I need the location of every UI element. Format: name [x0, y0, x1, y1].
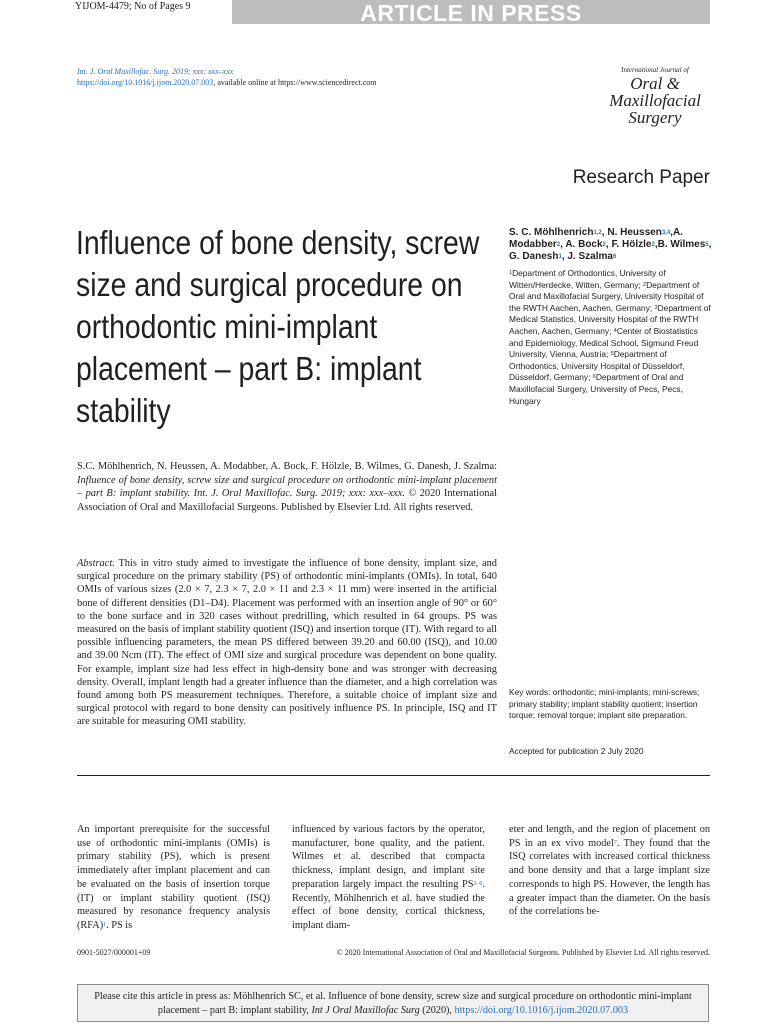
footer-copyright: © 2020 International Association of Oral and Maxillofacial Surgeons. Published by Elsevier Ltd. All rights reserved. [336, 948, 710, 957]
citation-copyright: © 2020 International Association of Oral and Maxillofacial Surgeons. Published by Elsevier Ltd. All rights reserved. [77, 488, 497, 514]
author-affiliation-ref: 6 [612, 254, 617, 260]
col3-ref[interactable]: 7 [613, 839, 617, 846]
affiliation-text: Department of Oral and Maxillofacial Surgery, University of Pecs, Pecs, Hungary [509, 372, 684, 406]
col1-text: An important prerequisite for the successful use of orthodontic mini-implants (OMIs) is primary stability (PS), which is present immediately after implant placement and can be evaluated on the basis of insertion torque (IT) or implant stability quotient (ISQ) measured by resonance frequency analysis (RFA) [77, 824, 270, 931]
author-affiliation-ref: 1 [558, 254, 562, 260]
abstract-label: Abstract. [77, 558, 115, 569]
author-affiliation-ref: 5 [705, 242, 709, 248]
availability-text: , available online at https://www.sciencedirect.com [213, 78, 377, 87]
col3-text-a: eter and length, and the region of placement on PS in an ex vivo model [509, 824, 710, 849]
citation-title: Influence of bone density, screw size and surgical procedure on orthodontic mini-implant placement – part B: implant stability. Int. J. Oral Maxillofac. Surg. 2019; xxx: xxx–xxx. [77, 474, 497, 500]
keywords: Key words: orthodontic; mini-implants; mini-screws; primary stability; implant stability quotient; insertion torque; removal torque; implant site preparation. [509, 687, 700, 721]
author-affiliation-ref: 2 [556, 242, 561, 248]
journal-reference [77, 66, 377, 88]
cite-prefix: Please cite this article in press as: Möhlhenrich SC, et al. Influence of bone density, screw size and surgical procedure on orthodontic mini-implant placement – part B: implant stability, [94, 991, 692, 1016]
banner-text: ARTICLE IN PRESS [360, 0, 582, 26]
affiliation-number: 2 [643, 281, 647, 288]
author-name: J. Szalma [567, 251, 613, 262]
author-separator: , [670, 227, 673, 238]
col1-end: . PS is [106, 919, 133, 931]
body-column-2 [292, 823, 485, 933]
affiliation-number: 4 [613, 327, 617, 334]
author-name: B. Wilmes [657, 239, 706, 250]
author-separator: , [708, 239, 712, 250]
affiliation-number: 5 [610, 351, 614, 358]
author-separator: , [654, 239, 658, 250]
col2-text-b: . Recently, Möhlhenrich et al. have studied the effect of bone density, cortical thickness, implant diam- [292, 878, 485, 931]
footer-id: 0901-5027/000001+09 [77, 948, 151, 957]
author-affiliation-ref: 2 [602, 242, 606, 248]
author-affiliation-ref: 2 [651, 242, 655, 248]
body-column-1 [77, 823, 270, 933]
affiliation-number: 6 [592, 374, 596, 381]
body-column-3 [509, 823, 710, 919]
col1-ref[interactable]: 1 [103, 921, 107, 928]
journal-logo [600, 66, 710, 126]
col3-text-b: . They found that the ISQ correlates with increased cortical thickness and bone density and that a large implant size corresponds to high PS. However, the length has a greater impact than the diameter. On the basis of the correlations be- [509, 837, 710, 918]
affiliation-text: Department of Orthodontics, University of Witten/Herdecke, Witten, Germany; [509, 268, 666, 290]
author-separator: , [605, 239, 612, 250]
affiliation-text: Department of Orthodontics, University Hospital of Düsseldorf, Düsseldorf, Germany; [509, 349, 685, 383]
journal-citation: Int. J. Oral Maxillofac. Surg. 2019; xxx: xxx–xxx [77, 67, 234, 76]
author-affiliation-ref: 3,4 [661, 230, 671, 236]
abstract [77, 557, 497, 729]
author-name: A. Modabber [509, 227, 683, 250]
affiliation-text: Department of Medical Statistics, University Hospital of the RWTH Aachen, Aachen, Germany; [509, 302, 711, 336]
col2-ref[interactable]: 2–6 [473, 880, 483, 887]
author-affiliation-ref: 1,2 [593, 230, 602, 236]
article-in-press-banner [232, 0, 710, 24]
cite-journal: Int J Oral Maxillofac Surg [311, 1005, 420, 1016]
cite-doi-link[interactable]: https://doi.org/10.1016/j.ijom.2020.07.003 [454, 1005, 629, 1016]
citation-authors: S.C. Möhlhenrich, N. Heussen, A. Modabber, A. Bock, F. Hölzle, B. Wilmes, G. Danesh, J. Szalma: [77, 461, 497, 472]
author-separator: , [601, 227, 608, 238]
logo-line3: Maxillofacial [609, 91, 701, 110]
col2-text-a: influenced by various factors by the operator, manufacturer, bone quality, and the patient. Wilmes et al. described that compacta thickness, implant design, and implant site preparation largely impact the resulting PS [292, 824, 485, 890]
author-name: F. Hölzle [611, 239, 652, 250]
doi-link[interactable]: https://doi.org/10.1016/j.ijom.2020.07.003 [77, 78, 214, 87]
article-id: YIJOM-4479; No of Pages 9 [75, 1, 191, 12]
affiliation-text: Center of Biostatistics and Epidemiology, Medical School, Sigmund Freud University, Vienna, Austria; [509, 325, 699, 360]
affiliation-number: 3 [654, 304, 658, 311]
cite-box [77, 984, 709, 1022]
logo-line1: International Journal of [621, 66, 689, 74]
author-separator: , [560, 239, 566, 250]
author-list [509, 227, 714, 263]
divider [77, 775, 710, 776]
author-name: N. Heussen [607, 227, 662, 238]
affiliation-number: 1 [509, 270, 513, 276]
cite-year: (2020), [419, 1005, 455, 1016]
affiliations [509, 268, 714, 407]
article-type: Research Paper [572, 167, 710, 188]
author-name: A. Bock [565, 239, 603, 250]
abstract-text: This in vitro study aimed to investigate the influence of bone density, implant size, and surgical procedure on the primary stability (PS) of orthodontic mini-implants (OMIs). In total, 640 OMIs of various sizes (2.0 × 7, 2.3 × 7, 2.0 × 11 and 2.3 × 11 mm) were inserted in the artificial bone of different densities (D1–D4). Placement was performed with an insertion angle of 90° or 60° to the bone surface and in 320 cases without predrilling, which resulted in 64 groups. PS was measured on the basis of implant stability quotient (ISQ) and insertion torque (IT). With regard to all possible influencing parameters, the mean PS differed between 39.20 and 60.00 (ISQ), and 10.00 and 39.00 Ncm (IT). The effect of OMI size and surgical procedure was dependent on bone quality. For example, implant size had less effect in high-density bone and was stronger with decreasing density. Overall, implant length had a greater influence than the diameter, and a high correlation was found among both PS measurement techniques. Therefore, a suitable choice of implant size and surgical protocol with regard to bone density can positively influence PS. In principle, ISQ and IT are suitable for measuring OMI stability. [77, 558, 497, 728]
author-name: S. C. Möhlhenrich [509, 227, 594, 238]
citation-block [77, 460, 497, 515]
logo-line4: Surgery [628, 108, 682, 127]
affiliation-text: Department of Oral and Maxillofacial Surgery, University Hospital of the RWTH Aachen, Aachen, Germany; [509, 279, 704, 313]
author-name: G. Danesh [509, 251, 559, 262]
accepted-date: Accepted for publication 2 July 2020 [509, 746, 644, 756]
author-separator: , [561, 251, 568, 262]
logo-line2: Oral & [630, 74, 680, 93]
article-title: Influence of bone density, screw size and surgical procedure on orthodontic mini-implant placement – part B: implant stability [76, 224, 480, 429]
